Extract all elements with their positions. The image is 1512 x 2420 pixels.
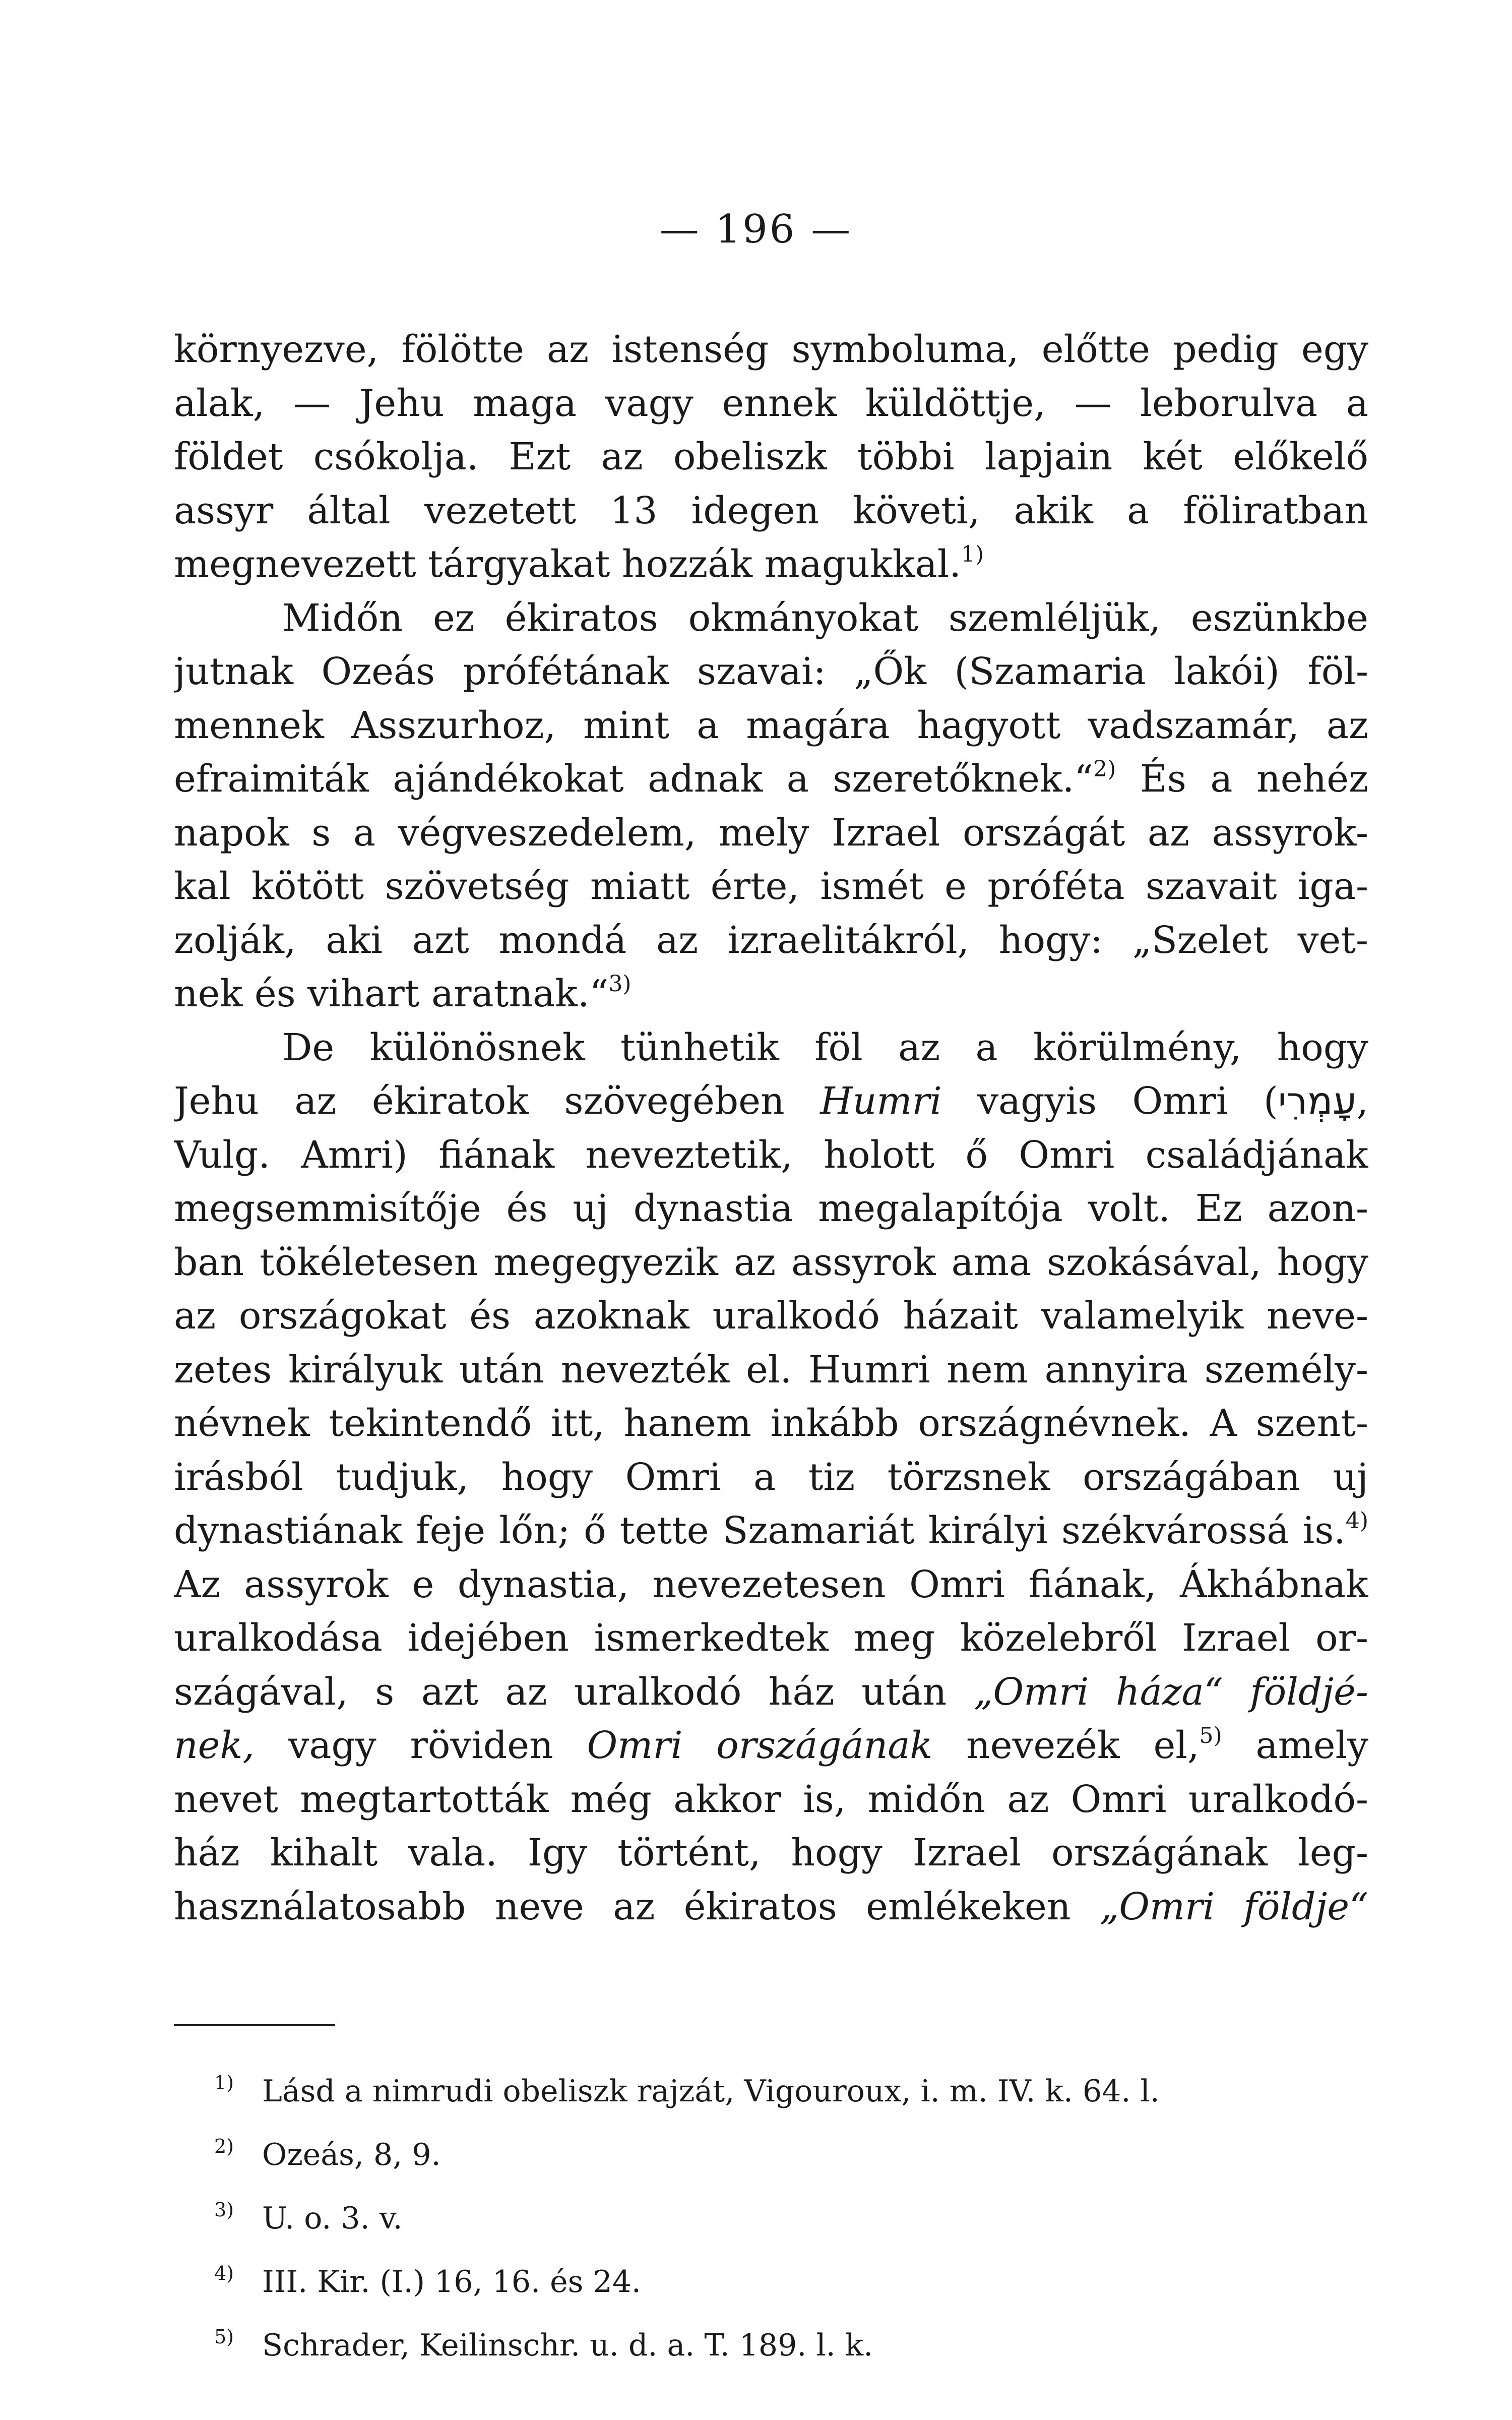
text-run: efraimiták ajándékokat adnak a szeretőknek.“ bbox=[174, 757, 1094, 801]
text-line bbox=[174, 967, 1368, 1021]
page-number: — 196 — bbox=[659, 207, 853, 252]
footnote-text: III. Kir. (I.) 16, 16. és 24. bbox=[262, 2264, 641, 2300]
text-line bbox=[174, 1665, 1368, 1719]
text-line: napok s a végveszedelem, mely Izrael országát az assyrok- bbox=[174, 811, 1368, 855]
footnote-item bbox=[214, 2314, 1371, 2377]
footnote-number: 1) bbox=[214, 2072, 234, 2094]
text-line: Midőn ez ékiratos okmányokat szemléljük, eszünkbe bbox=[282, 596, 1368, 640]
text-line bbox=[174, 1504, 1368, 1558]
text-line: uralkodása idejében ismerkedtek meg közelebről Izrael or- bbox=[174, 1616, 1368, 1660]
footnote-mark bbox=[214, 2187, 262, 2250]
footnote-number: 4) bbox=[214, 2262, 234, 2284]
text-run: amely bbox=[1222, 1724, 1368, 1767]
text-line: Az assyrok e dynastia, nevezetesen Omri fiának, Ákhábnak bbox=[174, 1562, 1368, 1606]
italic-term: Humri bbox=[820, 1079, 942, 1123]
footnote-text: Lásd a nimrudi obeliszk rajzát, Vigouroux, i. m. IV. k. 64. l. bbox=[262, 2074, 1160, 2109]
footnote-text: Ozeás, 8, 9. bbox=[262, 2137, 441, 2172]
text-line: nevet megtartották még akkor is, midőn az Omri uralkodó- bbox=[174, 1777, 1368, 1821]
text-line: ban tökéletesen megegyezik az assyrok ama szokásával, hogy bbox=[174, 1240, 1368, 1284]
text-line bbox=[174, 1719, 1368, 1773]
text-line: De különösnek tünhetik föl az a körülmény, hogy bbox=[282, 1025, 1368, 1069]
text-run: vagy röviden bbox=[254, 1724, 587, 1767]
text-run: , bbox=[1356, 1079, 1368, 1123]
text-line: mennek Asszurhoz, mint a magára hagyott vadszamár, az bbox=[174, 703, 1368, 747]
text-run: dynastiának feje lőn; ő tette Szamariát királyi székvárossá is. bbox=[174, 1509, 1346, 1552]
text-line: kal kötött szövetség miatt érte, ismét e próféta szavait iga- bbox=[174, 865, 1368, 908]
footnote-text: U. o. 3. v. bbox=[262, 2201, 403, 2236]
text-line: irásból tudjuk, hogy Omri a tiz törzsnek országában uj bbox=[174, 1455, 1368, 1499]
italic-term: „Omri háza“ földjé- bbox=[974, 1670, 1368, 1714]
text-run: szágával, s azt az uralkodó ház után bbox=[174, 1670, 974, 1714]
text-line: ház kihalt vala. Igy történt, hogy Izrael országának leg- bbox=[174, 1831, 1368, 1874]
text-line: alak, — Jehu maga vagy ennek küldöttje, — leborulva a bbox=[174, 381, 1368, 425]
text-run: nek és vihart aratnak.“ bbox=[174, 972, 609, 1015]
text-line bbox=[174, 752, 1368, 806]
text-line: földet csókolja. Ezt az obeliszk többi lapjain két előkelő bbox=[174, 435, 1368, 478]
text-line: jutnak Ozeás prófétának szavai: „Ők (Szamaria lakói) föl- bbox=[174, 650, 1368, 693]
text-run: nevezék el, bbox=[932, 1724, 1200, 1767]
footnote-item bbox=[214, 2187, 1371, 2250]
footnote-text: Schrader, Keilinschr. u. d. a. T. 189. l. k. bbox=[262, 2328, 873, 2363]
text-line: megsemmisítője és uj dynastia megalapítója volt. Ez azon- bbox=[174, 1187, 1368, 1230]
footnotes bbox=[214, 2060, 1371, 2377]
text-run: vagyis Omri ( bbox=[941, 1079, 1278, 1123]
text-line: az országokat és azoknak uralkodó házait valamelyik neve- bbox=[174, 1294, 1368, 1338]
main-text bbox=[174, 323, 1368, 1933]
footnote-mark bbox=[214, 2314, 262, 2377]
footnote-mark bbox=[214, 2250, 262, 2314]
footnote-number: 2) bbox=[214, 2135, 234, 2157]
footnote-number: 3) bbox=[214, 2199, 234, 2221]
footnote-number: 5) bbox=[214, 2326, 234, 2348]
footnote-divider bbox=[174, 2024, 335, 2026]
text-line: névnek tekintendő itt, hanem inkább országnévnek. A szent- bbox=[174, 1402, 1368, 1445]
footnote-ref-2: 2) bbox=[1093, 756, 1116, 782]
italic-term: Omri országának bbox=[587, 1724, 933, 1767]
footnote-item bbox=[214, 2060, 1371, 2123]
text-line bbox=[174, 1074, 1368, 1128]
footnote-mark bbox=[214, 2060, 262, 2123]
text-line: assyr által vezetett 13 idegen követi, akik a föliratban bbox=[174, 489, 1368, 532]
text-line: környezve, fölötte az istenség symboluma, előtte pedig egy bbox=[174, 328, 1368, 371]
italic-term: nek, bbox=[174, 1724, 255, 1767]
text-line: Vulg. Amri) fiának neveztetik, holott ő Omri családjának bbox=[174, 1133, 1368, 1177]
footnote-ref-5: 5) bbox=[1199, 1723, 1222, 1748]
footnote-item bbox=[214, 2123, 1371, 2187]
hebrew-word: עָמְרִי bbox=[1278, 1079, 1357, 1123]
footnote-item bbox=[214, 2250, 1371, 2314]
footnote-ref-4: 4) bbox=[1345, 1508, 1368, 1534]
text-line: zolják, aki azt mondá az izraelitákról, hogy: „Szelet vet- bbox=[174, 918, 1368, 962]
italic-term: „Omri földje“ bbox=[1099, 1885, 1368, 1928]
footnote-mark bbox=[214, 2123, 262, 2187]
footnote-ref-3: 3) bbox=[608, 971, 632, 997]
text-line bbox=[174, 537, 1368, 591]
text-run: Jehu az ékiratok szövegében bbox=[174, 1079, 821, 1123]
text-line bbox=[174, 1880, 1368, 1934]
text-run: megnevezett tárgyakat hozzák magukkal. bbox=[174, 542, 961, 586]
text-line: zetes királyuk után nevezték el. Humri nem annyira személy- bbox=[174, 1348, 1368, 1392]
text-run: használatosabb neve az ékiratos emlékeken bbox=[174, 1885, 1100, 1928]
footnote-ref-1: 1) bbox=[961, 541, 984, 567]
text-run: És a nehéz bbox=[1116, 757, 1368, 801]
